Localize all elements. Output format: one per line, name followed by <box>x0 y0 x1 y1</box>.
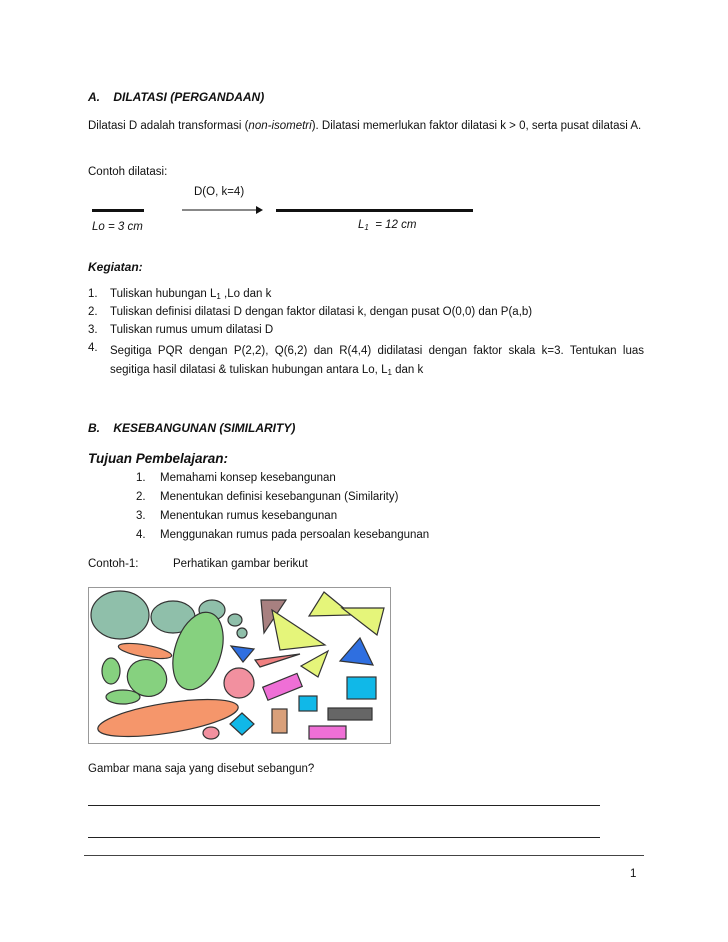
answer-line-1[interactable] <box>88 804 600 806</box>
l1-segment <box>276 209 473 212</box>
section-b-title: KESEBANGUNAN (SIMILARITY) <box>113 421 296 435</box>
section-a-heading <box>88 90 264 104</box>
contoh-label: Contoh-1: <box>88 558 139 570</box>
section-b-letter: B. <box>88 421 100 435</box>
teal-tiny-ellipse <box>228 614 242 626</box>
footer-rule <box>84 855 644 856</box>
list-item: 4. Segitiga PQR dengan P(2,2), Q(6,2) dan R(4,4) didilatasi dengan faktor skala k=3. Tentukan luas segitiga hasil dilatasi & tuliskan hubungan antara Lo, $L_1$ dan k <box>88 342 644 377</box>
gray-rect <box>328 708 372 720</box>
page-number: 1 <box>630 868 637 880</box>
list-item: 2. Menentukan definisi kesebangunan (Similarity) <box>136 491 399 503</box>
list-item: 4. Menggunakan rumus pada persoalan kesebangunan <box>136 529 430 541</box>
list-item: 1. Memahami konsep kesebangunan <box>136 472 336 484</box>
cyan-small-square <box>299 696 317 711</box>
dilatasi-definition <box>88 117 644 136</box>
section-b-heading <box>88 421 295 435</box>
cyan-square <box>347 677 376 699</box>
list-item: 2. Tuliskan definisi dilatasi D dengan faktor dilatasi k, dengan pusat O(0,0) dan P(a,b) <box>88 306 533 318</box>
section-a-letter: A. <box>88 90 100 104</box>
green-small-ellipse <box>102 658 120 684</box>
l1-label: $L_1 = 12$ cm <box>358 219 417 232</box>
dilation-arrow <box>180 203 264 217</box>
kegiatan-heading: Kegiatan: <box>88 260 143 274</box>
tan-rect <box>272 709 287 733</box>
list-item: 1. Tuliskan hubungan $L_1$ ,Lo dan k <box>88 288 272 301</box>
lo-segment <box>92 209 144 212</box>
tujuan-heading: Tujuan Pembelajaran: <box>88 451 229 466</box>
section-a-title: DILATASI (PERGANDAAN) <box>113 90 265 104</box>
contoh-text: Perhatikan gambar berikut <box>173 558 308 570</box>
teal-large-ellipse <box>91 591 149 639</box>
dilation-arrow-label: D(O, k=4) <box>194 186 245 198</box>
kegiatan-list <box>88 288 644 382</box>
example-label: Contoh dilatasi: <box>88 166 168 178</box>
lo-label: Lo = 3 cm <box>92 221 143 233</box>
list-item: 3. Menentukan rumus kesebangunan <box>136 510 338 522</box>
pink-small-ellipse <box>203 727 219 739</box>
pink-rect <box>309 726 346 739</box>
list-item: 3. Tuliskan rumus umum dilatasi D <box>88 324 274 336</box>
question-text: Gambar mana saja yang disebut sebangun? <box>88 763 315 775</box>
teal-dot <box>237 628 247 638</box>
definition-italic: non-isometri <box>248 120 312 132</box>
goals-list <box>136 472 430 548</box>
answer-line-2[interactable] <box>88 836 600 838</box>
pink-circle <box>224 668 254 698</box>
green-flat-ellipse <box>106 690 140 704</box>
shapes-figure <box>88 587 391 744</box>
definition-text-1: Dilatasi D adalah transformasi ( <box>88 120 249 132</box>
definition-text-2: ). Dilatasi memerlukan faktor dilatasi k > 0, serta pusat dilatasi A. <box>311 120 642 132</box>
